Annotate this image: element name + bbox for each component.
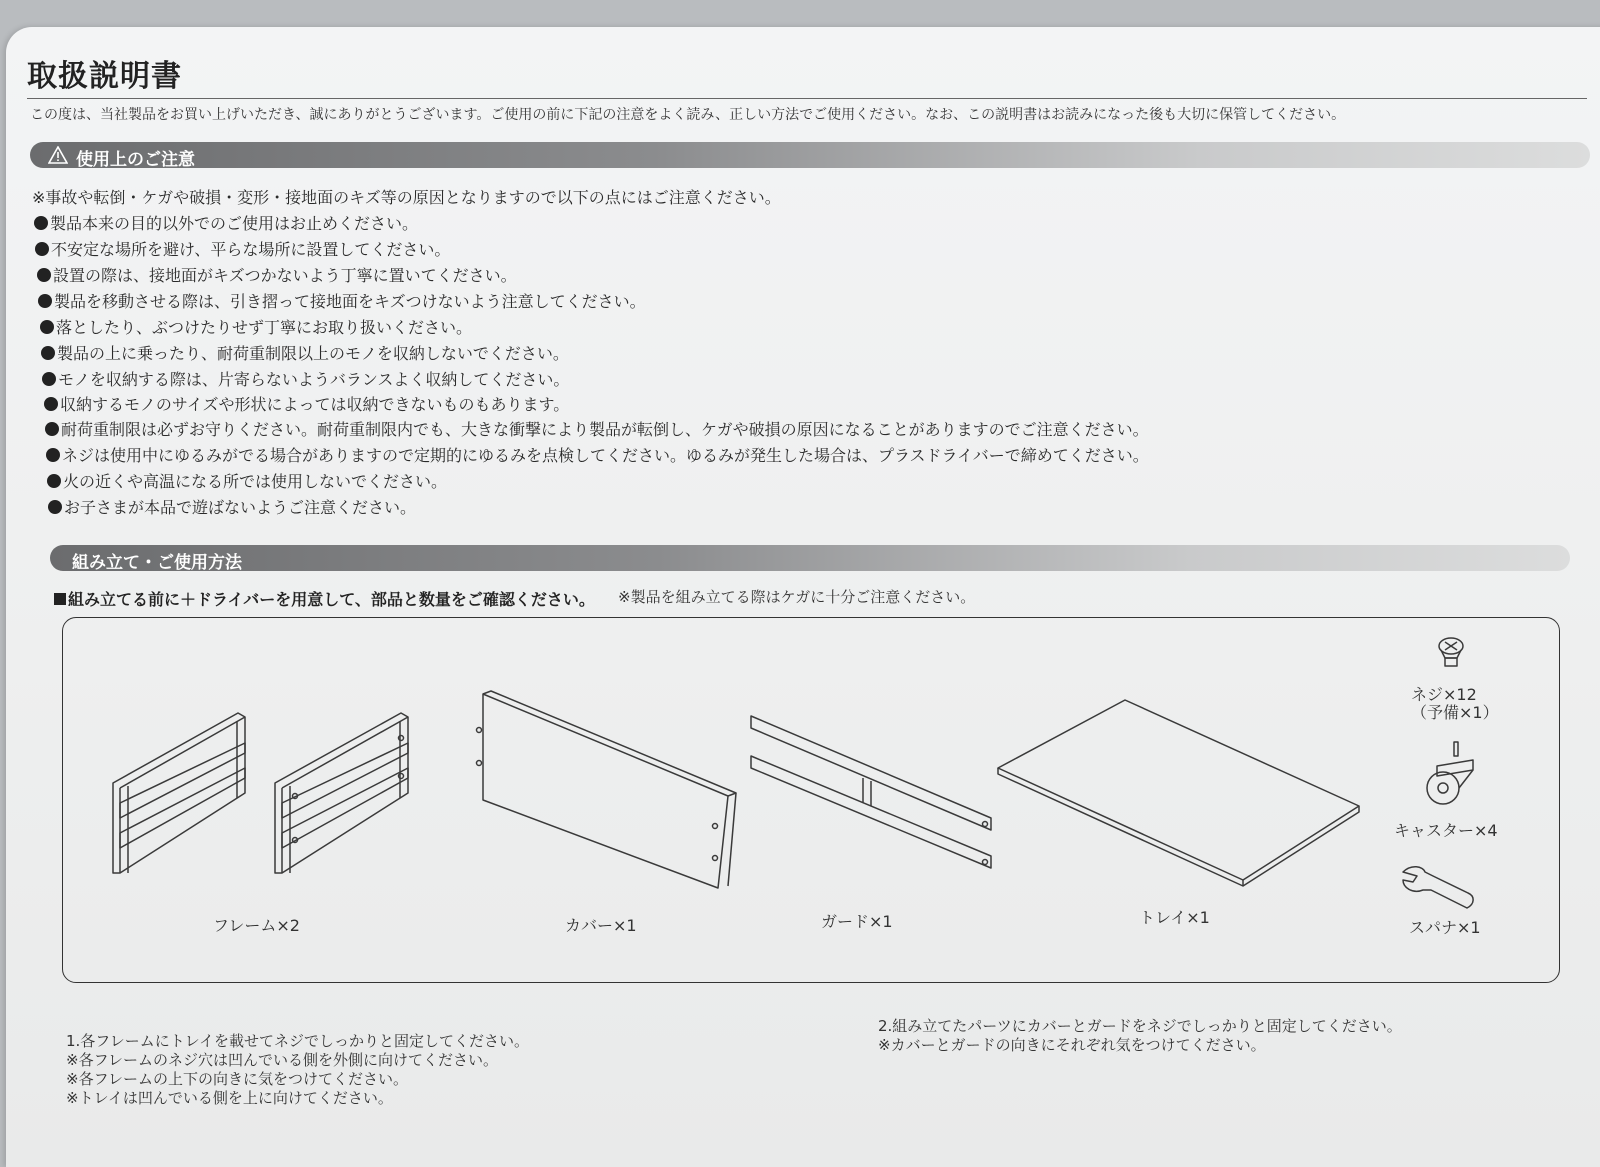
- step-2-note: ※カバーとガードの向きにそれぞれ気をつけてください。: [878, 1036, 1266, 1054]
- bullet-icon: [40, 320, 54, 334]
- guard-drawing: [751, 716, 991, 868]
- bullet-icon: [47, 474, 61, 488]
- square-bullet-icon: [54, 593, 66, 605]
- part-label-spanner: スパナ×1: [1409, 918, 1481, 937]
- step-1-note: ※トレイは凹んでいる側を上に向けてください。: [66, 1089, 393, 1107]
- warning-icon: [48, 146, 68, 164]
- screw-drawing: [1439, 638, 1463, 666]
- caution-item: 耐荷重制限は必ずお守りください。耐荷重制限内でも、大きな衝撃により製品が転倒し、ケガや破損の原因になることがありますのでご注意ください。: [45, 417, 1149, 440]
- part-label-screw: ネジ×12: [1411, 685, 1477, 704]
- caution-item: 火の近くや高温になる所では使用しないでください。: [47, 469, 447, 492]
- caution-item: ネジは使用中にゆるみがでる場合がありますので定期的にゆるみを点検してください。ゆるみが発生した場合は、プラスドライバーで締めてください。: [46, 443, 1149, 466]
- caution-item: 製品本来の目的以外でのご使用はお止めください。: [34, 211, 418, 234]
- step-1-note: ※各フレームのネジ穴は凹んでいる側を外側に向けてください。: [66, 1051, 498, 1069]
- bullet-icon: [41, 346, 55, 360]
- caution-item: 製品の上に乗ったり、耐荷重制限以上のモノを収納しないでください。: [41, 341, 569, 364]
- caster-drawing: [1427, 742, 1473, 804]
- caution-note: ※事故や転倒・ケガや破損・変形・接地面のキズ等の原因となりますので以下の点にはご注意ください。: [32, 188, 781, 207]
- part-label-guard: ガード×1: [821, 912, 893, 931]
- caution-item: お子さまが本品で遊ばないようご注意ください。: [48, 495, 416, 518]
- part-label-tray: トレイ×1: [1139, 908, 1210, 927]
- step-1-note: ※各フレームの上下の向きに気をつけてください。: [66, 1070, 408, 1088]
- frame-drawing: [275, 713, 408, 873]
- caution-item: 収納するモノのサイズや形状によっては収納できないものもあります。: [44, 392, 569, 415]
- bullet-icon: [44, 397, 58, 411]
- spanner-drawing: [1403, 867, 1473, 908]
- caution-item: 落としたり、ぶつけたりせず丁寧にお取り扱いください。: [40, 315, 472, 338]
- tray-drawing: [998, 700, 1359, 886]
- bullet-icon: [48, 500, 62, 514]
- step-2-text: 2.組み立てたパーツにカバーとガードをネジでしっかりと固定してください。: [878, 1017, 1402, 1035]
- bullet-icon: [42, 372, 56, 386]
- part-label-screw-spare: （予備×1）: [1411, 703, 1499, 722]
- part-label-caster: キャスター×4: [1394, 821, 1498, 840]
- caution-item: 設置の際は、接地面がキズつかないよう丁寧に置いてください。: [37, 263, 517, 286]
- assembly-heading: 組み立て・ご使用方法: [72, 553, 242, 573]
- bullet-icon: [35, 242, 49, 256]
- page-title: 取扱説明書: [27, 59, 182, 94]
- assembly-prep: 組み立てる前に＋ドライバーを用意して、部品と数量をご確認ください。: [54, 587, 595, 610]
- bullet-icon: [38, 294, 52, 308]
- caution-heading: 使用上のご注意: [76, 150, 195, 170]
- title-divider: [27, 98, 1587, 99]
- caution-heading-band: [30, 142, 1590, 168]
- bullet-icon: [45, 422, 59, 436]
- step-1-text: 1.各フレームにトレイを載せてネジでしっかりと固定してください。: [66, 1032, 529, 1050]
- assembly-heading-band: [50, 545, 1570, 571]
- cover-drawing: [477, 691, 737, 888]
- frame-drawing: [113, 713, 245, 873]
- parts-list-box: [62, 617, 1560, 983]
- assembly-prep-note: ※製品を組み立てる際はケガに十分ご注意ください。: [618, 588, 976, 606]
- bullet-icon: [37, 268, 51, 282]
- part-label-cover: カバー×1: [565, 916, 637, 935]
- caution-item: 不安定な場所を避け、平らな場所に設置してください。: [35, 237, 450, 260]
- part-label-frame: フレーム×2: [213, 916, 300, 935]
- caution-item: 製品を移動させる際は、引き摺って接地面をキズつけないよう注意してください。: [38, 289, 646, 312]
- caution-item: モノを収納する際は、片寄らないようバランスよく収納してください。: [42, 367, 569, 390]
- bullet-icon: [46, 448, 60, 462]
- step-2-instructions: [878, 1017, 1402, 1055]
- bullet-icon: [34, 216, 48, 230]
- intro-text: この度は、当社製品をお買い上げいただき、誠にありがとうございます。ご使用の前に下記の注意をよく読み、正しい方法でご使用ください。なお、この説明書はお読みになった後も大切に保管してください。: [30, 107, 1346, 123]
- step-1-instructions: [66, 1032, 529, 1108]
